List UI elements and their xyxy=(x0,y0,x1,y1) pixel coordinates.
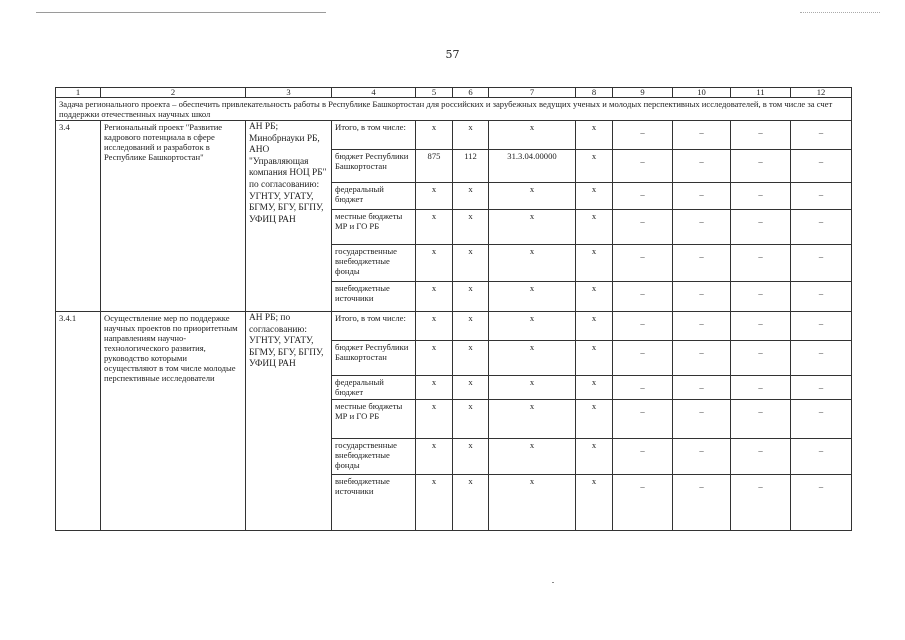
cell-c7: х xyxy=(489,183,576,210)
cell-c9: – xyxy=(613,210,673,245)
page-number: 57 xyxy=(445,48,460,61)
cell-c11: – xyxy=(731,183,791,210)
cell-c5: х xyxy=(416,475,453,531)
cell-c9: – xyxy=(613,341,673,376)
cell-c10: – xyxy=(673,210,731,245)
cell-c8: х xyxy=(576,475,613,531)
cell-c8: х xyxy=(576,245,613,282)
cell-c5: х xyxy=(416,210,453,245)
cell-c8: х xyxy=(576,341,613,376)
cell-c11: – xyxy=(731,341,791,376)
cell-c10: – xyxy=(673,121,731,150)
cell-c9: – xyxy=(613,312,673,341)
cell-c9: – xyxy=(613,376,673,400)
cell-c10: – xyxy=(673,312,731,341)
header-col-10: 10 xyxy=(673,88,731,98)
cell-c7: х xyxy=(489,400,576,439)
header-col-3: 3 xyxy=(246,88,332,98)
cell-c8: х xyxy=(576,282,613,312)
cell-c8: х xyxy=(576,121,613,150)
cell-c7: х xyxy=(489,439,576,475)
cell-c11: – xyxy=(731,475,791,531)
cell-c10: – xyxy=(673,150,731,183)
cell-c8: х xyxy=(576,312,613,341)
cell-c8: х xyxy=(576,183,613,210)
task-row xyxy=(56,98,852,121)
cell-c8: х xyxy=(576,400,613,439)
cell-c9: – xyxy=(613,183,673,210)
funding-source: федеральный бюджет xyxy=(332,183,416,210)
cell-c7: х xyxy=(489,245,576,282)
cell-c5: 875 xyxy=(416,150,453,183)
cell-c7: х xyxy=(489,475,576,531)
funding-source: бюджет Республики Башкортостан xyxy=(332,341,416,376)
cell-c11: – xyxy=(731,439,791,475)
cell-c12: – xyxy=(791,150,852,183)
cell-c9: – xyxy=(613,400,673,439)
cell-c5: х xyxy=(416,400,453,439)
cell-c12: – xyxy=(791,245,852,282)
cell-c5: х xyxy=(416,376,453,400)
cell-c11: – xyxy=(731,150,791,183)
header-col-6: 6 xyxy=(453,88,489,98)
cell-c11: – xyxy=(731,400,791,439)
cell-c12: – xyxy=(791,475,852,531)
cell-c9: – xyxy=(613,439,673,475)
cell-c6: х xyxy=(453,210,489,245)
cell-c9: – xyxy=(613,245,673,282)
table-row xyxy=(56,121,852,150)
cell-c7: х xyxy=(489,210,576,245)
cell-c11: – xyxy=(731,312,791,341)
cell-c10: – xyxy=(673,475,731,531)
cell-c9: – xyxy=(613,282,673,312)
funding-source: федеральный бюджет xyxy=(332,376,416,400)
cell-c12: – xyxy=(791,341,852,376)
cell-c6: х xyxy=(453,312,489,341)
cell-c12: – xyxy=(791,312,852,341)
funding-source: местные бюджеты МР и ГО РБ xyxy=(332,400,416,439)
cell-c5: х xyxy=(416,312,453,341)
header-col-11: 11 xyxy=(731,88,791,98)
cell-c6: х xyxy=(453,400,489,439)
cell-c5: х xyxy=(416,121,453,150)
cell-c10: – xyxy=(673,439,731,475)
scan-artifact-line xyxy=(36,12,326,13)
header-col-9: 9 xyxy=(613,88,673,98)
cell-c11: – xyxy=(731,210,791,245)
cell-c12: – xyxy=(791,376,852,400)
table-header-row xyxy=(56,88,852,98)
row-number: 3.4 xyxy=(56,121,101,312)
cell-c6: х xyxy=(453,475,489,531)
executors: АН РБ; по согласованию: УГНТУ, УГАТУ, БГМУ, БГУ, БГПУ, УФИЦ РАН xyxy=(246,312,332,531)
funding-source: бюджет Республики Башкортостан xyxy=(332,150,416,183)
cell-c8: х xyxy=(576,210,613,245)
cell-c7: х xyxy=(489,282,576,312)
funding-source: внебюджетные источники xyxy=(332,475,416,531)
cell-c12: – xyxy=(791,400,852,439)
row-number: 3.4.1 xyxy=(56,312,101,531)
event-name: Региональный проект "Развитие кадрового потенциала в сфере исследований и разработок в Республике Башкортостан" xyxy=(101,121,246,312)
task-text: Задача регионального проекта – обеспечить привлекательность работы в Республике Башкортостан для российских и зарубежных ведущих ученых и молодых перспективных исследователей, в том числе за счет поддержки отечественных научных школ xyxy=(56,98,852,121)
cell-c11: – xyxy=(731,282,791,312)
cell-c8: х xyxy=(576,376,613,400)
header-col-12: 12 xyxy=(791,88,852,98)
cell-c6: х xyxy=(453,341,489,376)
cell-c7: х xyxy=(489,121,576,150)
cell-c12: – xyxy=(791,210,852,245)
cell-c9: – xyxy=(613,150,673,183)
event-name: Осуществление мер по поддержке научных проектов по приоритетным направлениям научно-технологического развития, руководство которыми осуществляют в том числе молодые перспективные исследователи xyxy=(101,312,246,531)
cell-c9: – xyxy=(613,475,673,531)
scan-speck xyxy=(552,582,554,583)
cell-c5: х xyxy=(416,245,453,282)
cell-c11: – xyxy=(731,376,791,400)
cell-c6: х xyxy=(453,282,489,312)
cell-c9: – xyxy=(613,121,673,150)
cell-c5: х xyxy=(416,341,453,376)
cell-c8: х xyxy=(576,150,613,183)
cell-c12: – xyxy=(791,121,852,150)
funding-source: государственные внебюджетные фонды xyxy=(332,245,416,282)
cell-c12: – xyxy=(791,183,852,210)
funding-source: государственные внебюджетные фонды xyxy=(332,439,416,475)
cell-c10: – xyxy=(673,376,731,400)
cell-c10: – xyxy=(673,341,731,376)
header-col-5: 5 xyxy=(416,88,453,98)
cell-c8: х xyxy=(576,439,613,475)
cell-c7: х xyxy=(489,341,576,376)
funding-source: внебюджетные источники xyxy=(332,282,416,312)
cell-c10: – xyxy=(673,245,731,282)
header-col-7: 7 xyxy=(489,88,576,98)
cell-c10: – xyxy=(673,183,731,210)
cell-c11: – xyxy=(731,121,791,150)
funding-source: Итого, в том числе: xyxy=(332,312,416,341)
header-col-4: 4 xyxy=(332,88,416,98)
cell-c12: – xyxy=(791,439,852,475)
cell-c6: х xyxy=(453,439,489,475)
scan-artifact-line xyxy=(800,12,880,13)
cell-c5: х xyxy=(416,282,453,312)
cell-c7: х xyxy=(489,376,576,400)
funding-table xyxy=(55,87,852,531)
executors: АН РБ; Минобрнауки РБ, АНО "Управляющая компания НОЦ РБ" по согласованию: УГНТУ, УГАТУ, БГМУ, БГУ, БГПУ, УФИЦ РАН xyxy=(246,121,332,312)
header-col-1: 1 xyxy=(56,88,101,98)
cell-c10: – xyxy=(673,400,731,439)
cell-c6: х xyxy=(453,183,489,210)
cell-c6: х xyxy=(453,245,489,282)
cell-c7: х xyxy=(489,312,576,341)
table-row xyxy=(56,312,852,341)
cell-c5: х xyxy=(416,439,453,475)
cell-c7: 31.3.04.00000 xyxy=(489,150,576,183)
cell-c6: х xyxy=(453,121,489,150)
cell-c6: 112 xyxy=(453,150,489,183)
cell-c6: х xyxy=(453,376,489,400)
funding-source: Итого, в том числе: xyxy=(332,121,416,150)
header-col-2: 2 xyxy=(101,88,246,98)
cell-c10: – xyxy=(673,282,731,312)
cell-c11: – xyxy=(731,245,791,282)
cell-c5: х xyxy=(416,183,453,210)
table-body xyxy=(56,88,852,531)
cell-c12: – xyxy=(791,282,852,312)
funding-source: местные бюджеты МР и ГО РБ xyxy=(332,210,416,245)
header-col-8: 8 xyxy=(576,88,613,98)
